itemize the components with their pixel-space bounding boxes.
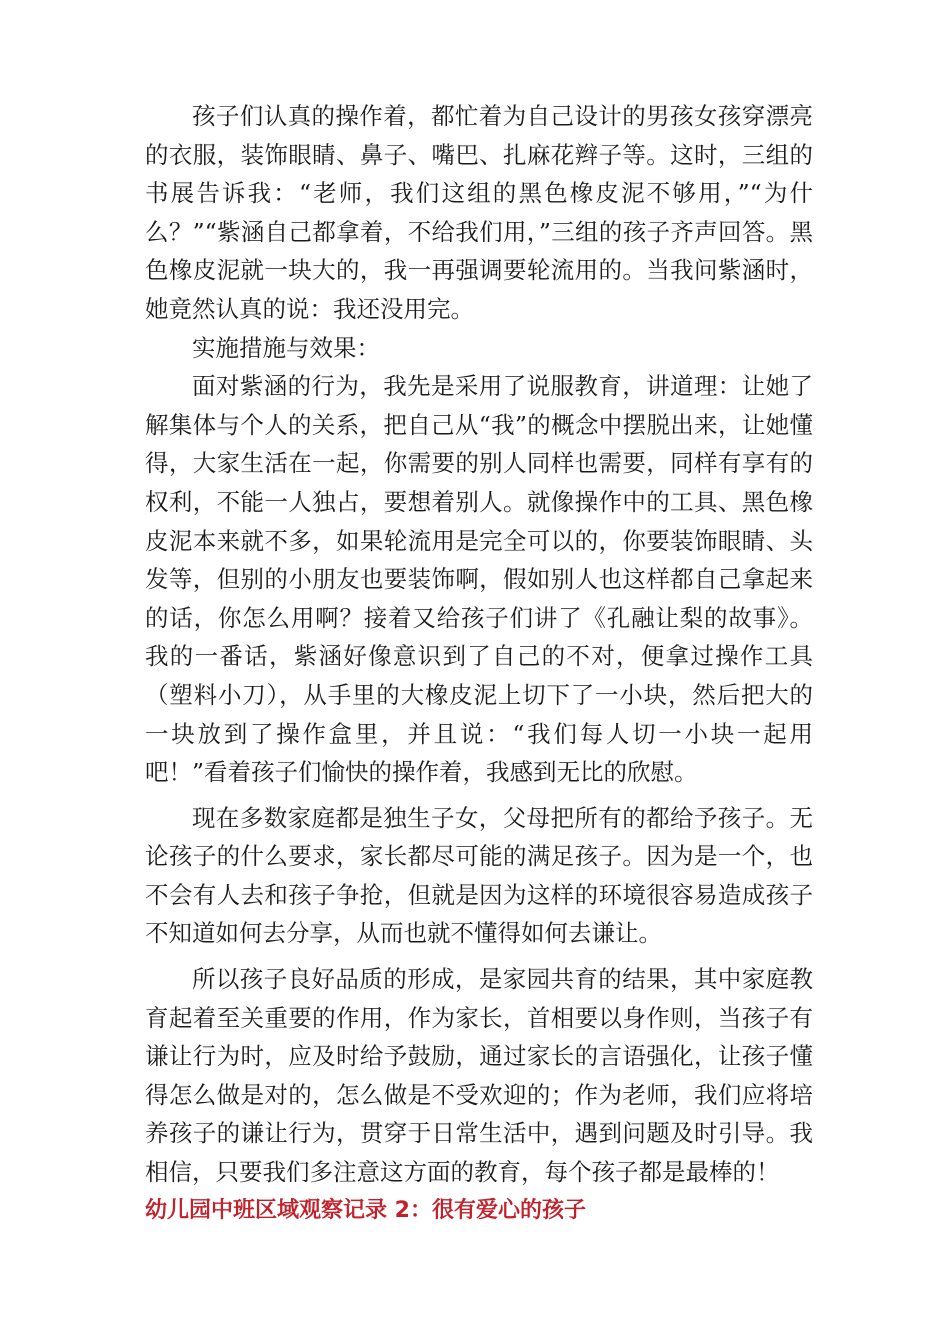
paragraph-family-context: 现在多数家庭都是独生子女，父母把所有的都给予孩子。无论孩子的什么要求，家长都尽可能的满足孩子。因为是一个，也不会有人去和孩子争抢，但就是因为这样的环境很容易造成孩子不知道如何去分享，从而也就不懂得如何去谦让。 bbox=[145, 803, 813, 948]
paragraph-measures-heading: 实施措施与效果： bbox=[192, 333, 380, 362]
document-body bbox=[145, 97, 813, 1228]
section-title: 幼儿园中班区域观察记录 2：很有爱心的孩子 bbox=[145, 1197, 586, 1223]
paragraph-measures: 面对紫涵的行为，我先是采用了说服教育，讲道理：让她了解集体与个人的关系，把自己从“我”的概念中摆脱出来，让她懂得，大家生活在一起，你需要的别人同样也需要，同样有享有的权利，不能一人独占，要想着别人。就像操作中的工具、黑色橡皮泥本来就不多，如果轮流用是完全可以的，你要装饰眼睛、头发等，但别的小朋友也要装饰啊，假如别人也这样都自己拿起来的话，你怎么用啊？接着又给孩子们讲了《孔融让梨的故事》。我的一番话，紫涵好像意识到了自己的不对，便拿过操作工具（塑料小刀），从手里的大橡皮泥上切下了一小块，然后把大的一块放到了操作盒里，并且说：“我们每人切一小块一起用吧！”看着孩子们愉快的操作着，我感到无比的欣慰。 bbox=[145, 372, 813, 787]
paragraph-conclusion: 所以孩子良好品质的形成，是家园共育的结果，其中家庭教育起着至关重要的作用，作为家长，首相要以身作则，当孩子有谦让行为时，应及时给予鼓励，通过家长的言语强化，让孩子懂得怎么做是对的，怎么做是不受欢迎的；作为老师，我们应将培养孩子的谦让行为，贯穿于日常生活中，遇到问题及时引导。我相信，只要我们多注意这方面的教育，每个孩子都是最棒的！ bbox=[145, 965, 813, 1187]
paragraph-observation: 孩子们认真的操作着，都忙着为自己设计的男孩女孩穿漂亮的衣服，装饰眼睛、鼻子、嘴巴、扎麻花辫子等。这时，三组的书展告诉我：“老师，我们这组的黑色橡皮泥不够用，”“为什么？”“紫涵自己都拿着，不给我们用，”三组的孩子齐声回答。黑色橡皮泥就一块大的，我一再强调要轮流用的。当我问紫涵时，她竟然认真的说：我还没用完。 bbox=[145, 102, 813, 323]
